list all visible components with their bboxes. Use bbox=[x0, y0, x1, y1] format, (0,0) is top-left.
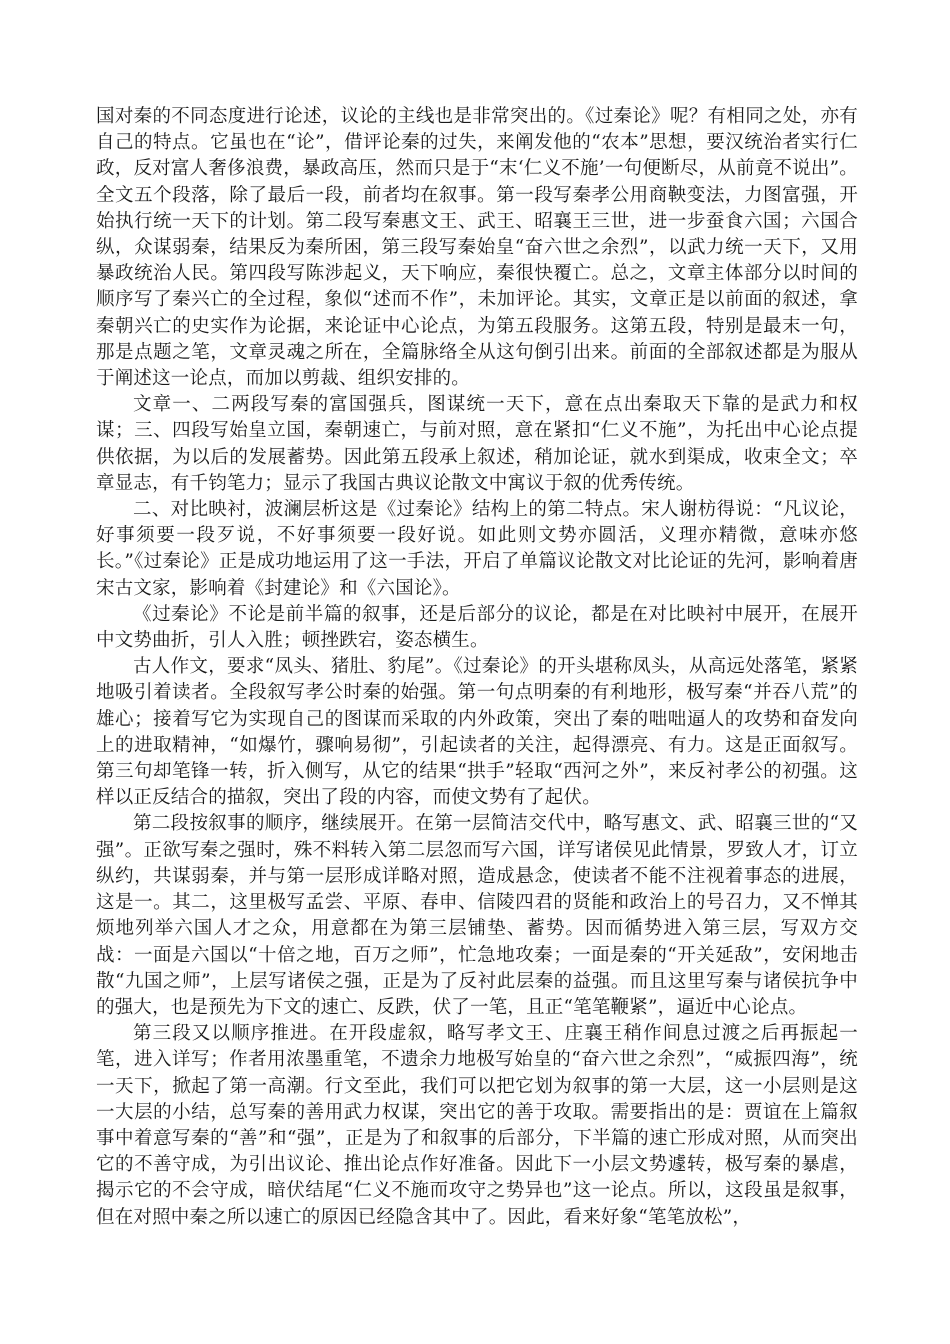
paragraph-1: 国对秦的不同态度进行论述，议论的主线也是非常突出的。《过秦论》呢？有相同之处，亦有自己的特点。它虽也在“论”，借评论秦的过失，来阐发他的“农本”思想，要汉统治者实行仁政，反对富人奢侈浪费，暴政高压，然而只是于“末‘仁义不施’一句便断尽，从前竟不说出”。全文五个段落，除了最后一段，前者均在叙事。第一段写秦孝公用商鞅变法，力图富强，开始执行统一天下的计划。第二段写秦惠文王、武王、昭襄王三世，进一步蚕食六国；六国合纵，众谋弱秦，结果反为秦所困，第三段写秦始皇“奋六世之余烈”，以武力统一天下，又用暴政统治人民。第四段写陈涉起义，天下响应，秦很快覆亡。总之，文章主体部分以时间的顺序写了秦兴亡的全过程，象似“述而不作”，未加评论。其实，文章正是以前面的叙述，拿秦朝兴亡的史实作为论据，来论证中心论点，为第五段服务。这第五段，特别是最末一句，那是点题之笔，文章灵魂之所在，全篇脉络全从这句倒引出来。前面的全部叙述都是为服从于阐述这一论点，而加以剪裁、组织安排的。 bbox=[96, 106, 858, 390]
paragraph-4: 《过秦论》不论是前半篇的叙事，还是后部分的议论，都是在对比映衬中展开，在展开中文势曲折，引人入胜；顿挫跌宕，姿态横生。 bbox=[96, 603, 858, 652]
paragraph-5: 古人作文，要求“凤头、猪肚、豹尾”。《过秦论》的开头堪称凤头，从高远处落笔，紧紧地吸引着读者。全段叙写孝公时秦的始强。第一句点明秦的有利地形，极写秦“并吞八荒”的雄心；接着写它为实现自己的图谋而采取的内外政策，突出了秦的咄咄逼人的攻势和奋发向上的进取精神，“如爆竹，骤响易彻”，引起读者的关注，起得漂亮、有力。这是正面叙写。第三句却笔锋一转，折入侧写，从它的结果“拱手”轻取“西河之外”，来反衬孝公的初强。这样以正反结合的描叙，突出了段的内容，而使文势有了起伏。 bbox=[96, 656, 858, 809]
paragraph-3: 二、对比映衬，波澜层析这是《过秦论》结构上的第二特点。宋人谢枋得说：“凡议论，好事须要一段歹说，不好事须要一段好说。如此则文势亦圆活，义理亦精微，意味亦悠长。”《过秦论》正是成功地运用了这一手法，开启了单篇议论散文对比论证的先河，影响着唐宋古文家，影响着《封建论》和《六国论》。 bbox=[96, 499, 858, 599]
paragraph-2: 文章一、二两段写秦的富国强兵，图谋统一天下，意在点出秦取天下靠的是武力和权谋；三、四段写始皇立国，秦朝速亡，与前对照，意在紧扣“仁义不施”，为托出中心论点提供依据，为以后的发展蓄势。因此第五段承上叙述，稍加论证，就水到渠成，收束全文；卒章显志，有千钧笔力；显示了我国古典议论散文中寓议于叙的优秀传统。 bbox=[96, 394, 858, 494]
paragraph-7: 第三段又以顺序推进。在开段虚叙，略写孝文王、庄襄王稍作间息过渡之后再振起一笔，进入详写；作者用浓墨重笔，不遗余力地极写始皇的“奋六世之余烈”，“威振四海”，统一天下，掀起了第一高潮。行文至此，我们可以把它划为叙事的第一大层，这一小层则是这一大层的小结，总写秦的善用武力权谋，突出它的善于攻取。需要指出的是：贾谊在上篇叙事中着意写秦的“善”和“强”，正是为了和叙事的后部分，下半篇的速亡形成对照，从而突出它的不善守成，为引出议论、推出论点作好准备。因此下一小层文势遽转，极写秦的暴虐，揭示它的不会守成，暗伏结尾“仁义不施而攻守之势异也”这一论点。所以，这段虽是叙事，但在对照中秦之所以速亡的原因已经隐含其中了。因此，看来好象“笔笔放松”， bbox=[96, 1023, 859, 1228]
paragraph-6: 第二段按叙事的顺序，继续展开。在第一层简洁交代中，略写惠文、武、昭襄三世的“又强”。正欲写秦之强时，殊不料转入第二层忽而写六国，详写诸侯见此情景，罗致人才，订立纵约，共谋弱秦，并与第一层形成详略对照，造成悬念，使读者不能不注视着事态的进展，这是一。其二，这里极写孟尝、平原、春申、信陵四君的贤能和政治上的号召力，又不惮其烦地列举六国人才之众，用意都在为第三层铺垫、蓄势。因而循势进入第三层，写双方交战：一面是六国以“十倍之地，百万之师”，忙急地攻秦；一面是秦的“开关延敌”，安闲地击散“九国之师”，上层写诸侯之强，正是为了反衬此层秦的益强。而且这里写秦与诸侯抗争中的强大，也是预先为下文的速亡、反跌，伏了一笔，且正“笔笔鞭紧”，逼近中心论点。 bbox=[96, 813, 858, 1018]
document-page bbox=[96, 104, 858, 1231]
